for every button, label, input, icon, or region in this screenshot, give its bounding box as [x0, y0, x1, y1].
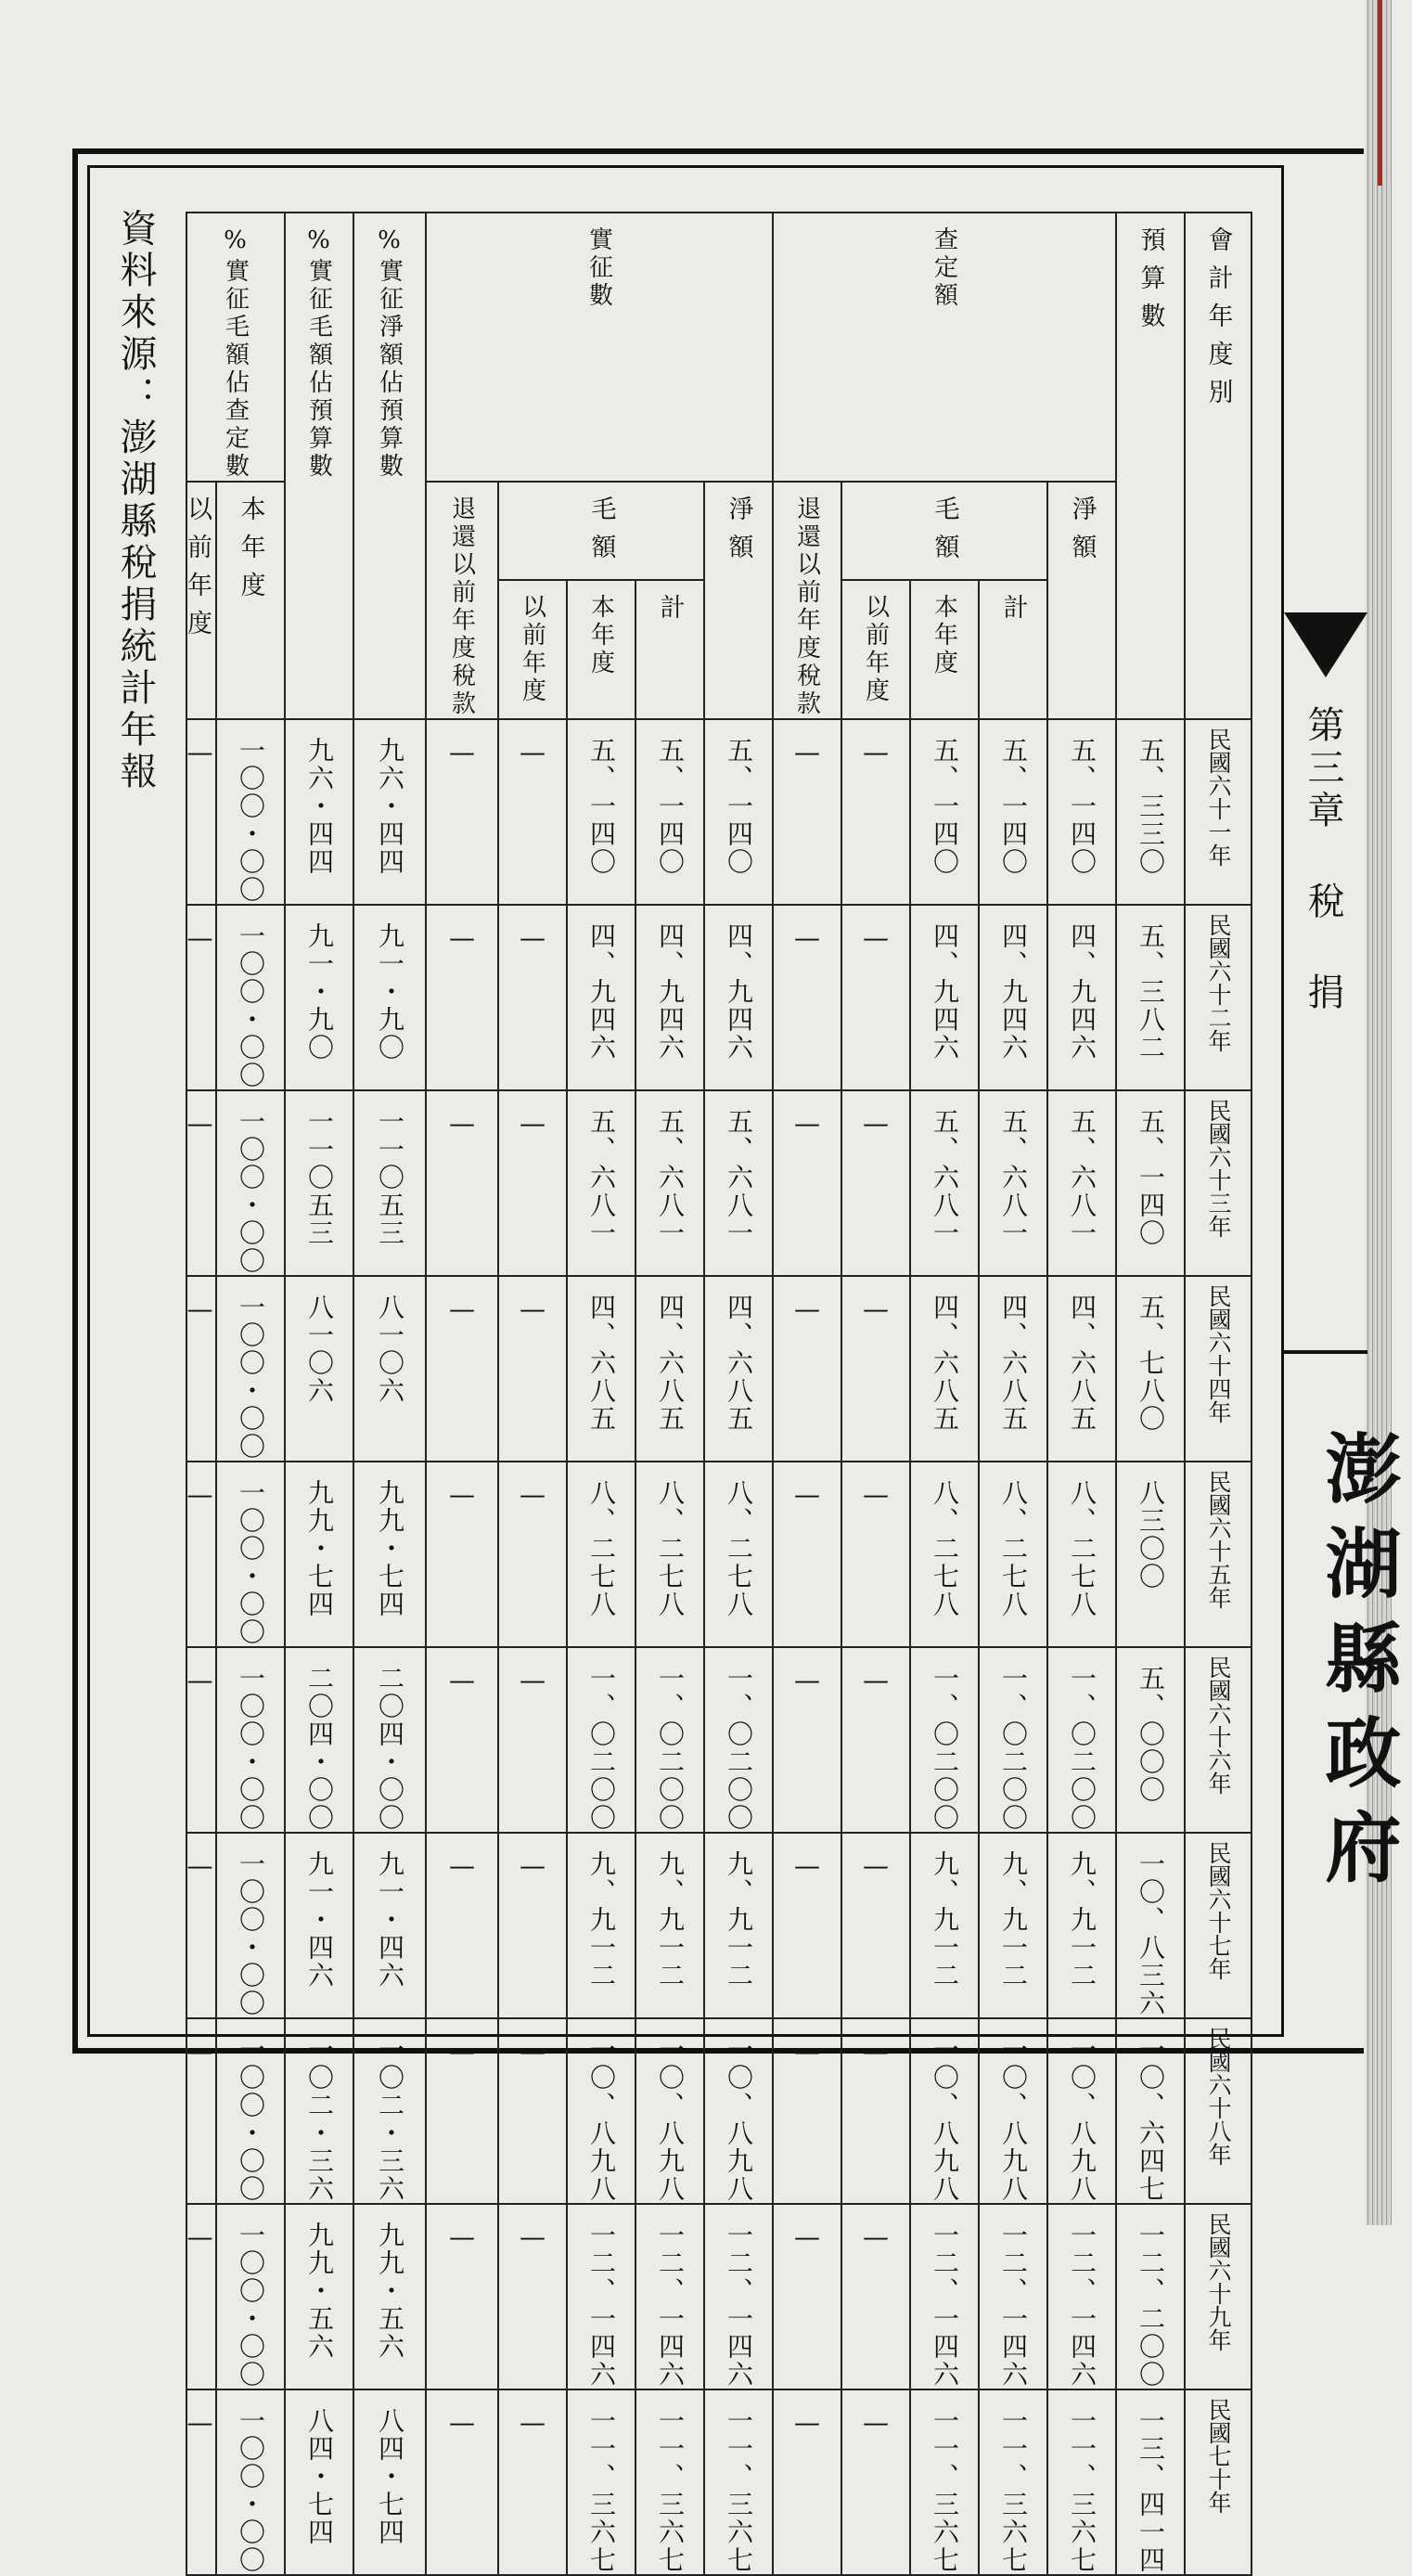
value-cell: 一〇、八九八 [979, 2018, 1047, 2204]
value-cell: — [186, 1647, 216, 1833]
table-row [186, 1647, 1252, 1833]
header-assessed-total: 計 [979, 580, 1047, 719]
page-edge-ribbon [1378, 0, 1382, 186]
value-cell: 一〇〇・〇〇 [216, 1090, 285, 1276]
value-cell: 八四・七四 [285, 2389, 353, 2575]
value-cell: 四、九四六 [635, 905, 704, 1090]
value-cell: 八四・七四 [353, 2389, 426, 2575]
value-cell: 一、〇二〇〇 [1047, 1647, 1116, 1833]
value-cell: — [186, 1833, 216, 2018]
chapter-marker [1284, 612, 1367, 677]
value-cell: 八、二七八 [979, 1462, 1047, 1647]
value-cell: 一〇、八九八 [910, 2018, 979, 2204]
value-cell: — [498, 2389, 567, 2575]
value-cell: 九六・四四 [353, 719, 426, 905]
year-cell: 民國六十九年 [1185, 2204, 1252, 2389]
value-cell: 一〇、八九八 [635, 2018, 704, 2204]
value-cell: 四、六八五 [1047, 1276, 1116, 1462]
header-ratio-current: 本年度 [216, 482, 285, 719]
value-cell: 五、七八〇 [1116, 1276, 1185, 1462]
value-cell: 一〇二・三六 [353, 2018, 426, 2204]
value-cell: 一、〇二〇〇 [910, 1647, 979, 1833]
value-cell: 一〇、六四七 [1116, 2018, 1185, 2204]
header-collected-refund: 退還以前年度稅款 [426, 482, 498, 719]
value-cell: 五、六八一 [635, 1090, 704, 1276]
value-cell: — [773, 1647, 841, 1833]
value-cell: 四、六八五 [979, 1276, 1047, 1462]
value-cell: 一一、三六七 [635, 2389, 704, 2575]
year-cell: 民國六十三年 [1185, 1090, 1252, 1276]
value-cell: 八一〇六 [285, 1276, 353, 1462]
value-cell: 一〇、八九八 [567, 2018, 635, 2204]
value-cell: 五、一四〇 [567, 719, 635, 905]
header-budget: 預算數 [1116, 213, 1185, 719]
value-cell: 五、六八一 [979, 1090, 1047, 1276]
value-cell: — [773, 1833, 841, 2018]
value-cell: — [186, 1462, 216, 1647]
header-ratio-assessed: 實征毛額佔查定數% [186, 213, 285, 482]
header-assessed-gross: 毛額 [841, 482, 1047, 580]
value-cell: 一二、一四六 [910, 2204, 979, 2389]
value-cell: — [841, 1090, 910, 1276]
value-cell: — [186, 1276, 216, 1462]
value-cell: 八一〇六 [353, 1276, 426, 1462]
table-row [186, 2018, 1252, 2204]
value-cell: 一〇〇・〇〇 [216, 1462, 285, 1647]
header-collected-net: 淨額 [704, 482, 773, 719]
value-cell: — [426, 1090, 498, 1276]
value-cell: 八、二七八 [635, 1462, 704, 1647]
year-cell: 民國六十八年 [1185, 2018, 1252, 2204]
value-cell: — [498, 2204, 567, 2389]
value-cell: — [773, 1462, 841, 1647]
value-cell: 四、九四六 [979, 905, 1047, 1090]
value-cell: 四、九四六 [567, 905, 635, 1090]
value-cell: — [841, 719, 910, 905]
value-cell: 五、一四〇 [979, 719, 1047, 905]
value-cell: — [426, 1833, 498, 2018]
value-cell: 一〇〇・〇〇 [216, 905, 285, 1090]
value-cell: — [773, 1276, 841, 1462]
header-gross-ratio: 實征毛額佔預算數% [285, 213, 353, 719]
chapter-rule [1284, 1350, 1367, 1354]
table-row [186, 1090, 1252, 1276]
value-cell: — [498, 1647, 567, 1833]
value-cell: 一一、三六七 [567, 2389, 635, 2575]
value-cell: — [773, 2018, 841, 2204]
value-cell: 一二、一四六 [704, 2204, 773, 2389]
value-cell: 一二、二〇〇 [1116, 2204, 1185, 2389]
header-assessed-refund: 退還以前年度稅款 [773, 482, 841, 719]
value-cell: 九、九一二 [567, 1833, 635, 2018]
source-note: 資料來源：澎湖縣稅捐統計年報 [114, 209, 157, 793]
value-cell: 一一〇五三 [353, 1090, 426, 1276]
value-cell: 二〇四・〇〇 [353, 1647, 426, 1833]
value-cell: 九、九一二 [1047, 1833, 1116, 2018]
year-cell: 民國六十二年 [1185, 905, 1252, 1090]
table-row [186, 1462, 1252, 1647]
value-cell: 九九・七四 [285, 1462, 353, 1647]
header-collected-gross: 毛額 [498, 482, 704, 580]
value-cell: 一〇〇・〇〇 [216, 2389, 285, 2575]
value-cell: — [773, 905, 841, 1090]
header-assessed-current: 本年度 [910, 580, 979, 719]
value-cell: 五、一四〇 [910, 719, 979, 905]
value-cell: 一〇〇・〇〇 [216, 1276, 285, 1462]
value-cell: 五、六八一 [567, 1090, 635, 1276]
value-cell: — [186, 2204, 216, 2389]
value-cell: 四、六八五 [704, 1276, 773, 1462]
year-cell: 民國六十五年 [1185, 1462, 1252, 1647]
header-collected-total: 計 [635, 580, 704, 719]
value-cell: — [426, 2018, 498, 2204]
value-cell: — [426, 2389, 498, 2575]
value-cell: 二〇四・〇〇 [285, 1647, 353, 1833]
value-cell: 五、三三〇 [1116, 719, 1185, 905]
header-collected-current: 本年度 [567, 580, 635, 719]
value-cell: — [498, 1462, 567, 1647]
value-cell: 四、六八五 [567, 1276, 635, 1462]
value-cell: 一一〇五三 [285, 1090, 353, 1276]
header-assessed-prior: 以前年度 [841, 580, 910, 719]
value-cell: — [841, 1647, 910, 1833]
chapter-title: 第三章 稅 捐 [1302, 705, 1344, 1015]
value-cell: 一〇〇・〇〇 [216, 1833, 285, 2018]
value-cell: — [841, 2204, 910, 2389]
value-cell: 一、〇二〇〇 [704, 1647, 773, 1833]
header-assessed: 查定額 [773, 213, 1116, 482]
value-cell: 五、六八一 [704, 1090, 773, 1276]
value-cell: 九一・九〇 [353, 905, 426, 1090]
table-row [186, 2389, 1252, 2575]
year-cell: 民國六十七年 [1185, 1833, 1252, 2018]
value-cell: — [841, 2389, 910, 2575]
value-cell: — [186, 2389, 216, 2575]
value-cell: — [841, 1833, 910, 2018]
value-cell: 九、九一二 [910, 1833, 979, 2018]
value-cell: — [841, 1462, 910, 1647]
value-cell: 一〇二・三六 [285, 2018, 353, 2204]
value-cell: 一二、一四六 [1047, 2204, 1116, 2389]
value-cell: 四、九四六 [910, 905, 979, 1090]
value-cell: — [498, 1276, 567, 1462]
value-cell: 一〇、八九八 [704, 2018, 773, 2204]
value-cell: 一〇、八九八 [1047, 2018, 1116, 2204]
header-net-ratio: 實征淨額佔預算數% [353, 213, 426, 719]
value-cell: 五、一四〇 [1047, 719, 1116, 905]
value-cell: — [426, 1647, 498, 1833]
value-cell: 一、〇二〇〇 [567, 1647, 635, 1833]
header-collected: 實征數 [426, 213, 773, 482]
value-cell: 一一、三六七 [704, 2389, 773, 2575]
value-cell: 九九・五六 [353, 2204, 426, 2389]
header-ratio-prior: 以前年度 [186, 482, 216, 719]
table-row [186, 1276, 1252, 1462]
table-row [186, 905, 1252, 1090]
value-cell: 一〇〇・〇〇 [216, 2204, 285, 2389]
value-cell: 一三、四一四 [1116, 2389, 1185, 2575]
value-cell: 八三〇〇 [1116, 1462, 1185, 1647]
value-cell: 八、二七八 [704, 1462, 773, 1647]
value-cell: — [773, 1090, 841, 1276]
value-cell: — [498, 1090, 567, 1276]
value-cell: 九九・七四 [353, 1462, 426, 1647]
value-cell: 九、九一二 [635, 1833, 704, 2018]
value-cell: 九六・四四 [285, 719, 353, 905]
value-cell: — [773, 2389, 841, 2575]
value-cell: 一二、一四六 [979, 2204, 1047, 2389]
value-cell: — [498, 2018, 567, 2204]
value-cell: — [498, 905, 567, 1090]
side-title: 澎湖縣政府 [1313, 1429, 1402, 1902]
value-cell: 四、六八五 [635, 1276, 704, 1462]
header-fiscal-year: 會計年度別 [1185, 213, 1252, 719]
value-cell: 四、九四六 [1047, 905, 1116, 1090]
value-cell: 八、二七八 [910, 1462, 979, 1647]
year-cell: 民國六十六年 [1185, 1647, 1252, 1833]
value-cell: 八、二七八 [567, 1462, 635, 1647]
value-cell: — [773, 2204, 841, 2389]
value-cell: 九、九一二 [979, 1833, 1047, 2018]
value-cell: — [841, 1276, 910, 1462]
value-cell: 九一・四六 [285, 1833, 353, 2018]
year-cell: 民國七十年 [1185, 2389, 1252, 2575]
value-cell: — [186, 719, 216, 905]
value-cell: 一〇〇・〇〇 [216, 1647, 285, 1833]
value-cell: — [426, 1462, 498, 1647]
value-cell: 一二、一四六 [567, 2204, 635, 2389]
table-row [186, 1833, 1252, 2018]
value-cell: — [186, 1090, 216, 1276]
value-cell: 八、二七八 [1047, 1462, 1116, 1647]
value-cell: 五、六八一 [1047, 1090, 1116, 1276]
table-row [186, 2204, 1252, 2389]
value-cell: 一、〇二〇〇 [635, 1647, 704, 1833]
header-collected-prior: 以前年度 [498, 580, 567, 719]
value-cell: — [773, 719, 841, 905]
value-cell: — [426, 1276, 498, 1462]
value-cell: 一一、三六七 [979, 2389, 1047, 2575]
tax-table [182, 212, 1252, 2574]
value-cell: — [186, 2018, 216, 2204]
value-cell: 一一、三六七 [910, 2389, 979, 2575]
value-cell: 五、一四〇 [1116, 1090, 1185, 1276]
value-cell: 一〇〇・〇〇 [216, 719, 285, 905]
table-row [186, 719, 1252, 905]
value-cell: 九一・九〇 [285, 905, 353, 1090]
value-cell: 一二、一四六 [635, 2204, 704, 2389]
value-cell: 九、九一二 [704, 1833, 773, 2018]
year-cell: 民國六十一年 [1185, 719, 1252, 905]
value-cell: — [498, 719, 567, 905]
value-cell: 一、〇二〇〇 [979, 1647, 1047, 1833]
value-cell: 四、六八五 [910, 1276, 979, 1462]
value-cell: 五、〇〇〇 [1116, 1647, 1185, 1833]
value-cell: — [426, 2204, 498, 2389]
value-cell: 九一・四六 [353, 1833, 426, 2018]
value-cell: 九九・五六 [285, 2204, 353, 2389]
year-cell: 民國六十四年 [1185, 1276, 1252, 1462]
value-cell: — [498, 1833, 567, 2018]
value-cell: 五、一四〇 [635, 719, 704, 905]
value-cell: 一〇、八三六 [1116, 1833, 1185, 2018]
value-cell: — [186, 905, 216, 1090]
value-cell: 五、六八一 [910, 1090, 979, 1276]
value-cell: 一一、三六七 [1047, 2389, 1116, 2575]
value-cell: — [426, 905, 498, 1090]
header-assessed-net: 淨額 [1047, 482, 1116, 719]
value-cell: 五、一四〇 [704, 719, 773, 905]
value-cell: — [841, 905, 910, 1090]
value-cell: 五、三八二 [1116, 905, 1185, 1090]
value-cell: 四、九四六 [704, 905, 773, 1090]
value-cell: — [841, 2018, 910, 2204]
value-cell: — [426, 719, 498, 905]
value-cell: 一〇〇・〇〇 [216, 2018, 285, 2204]
